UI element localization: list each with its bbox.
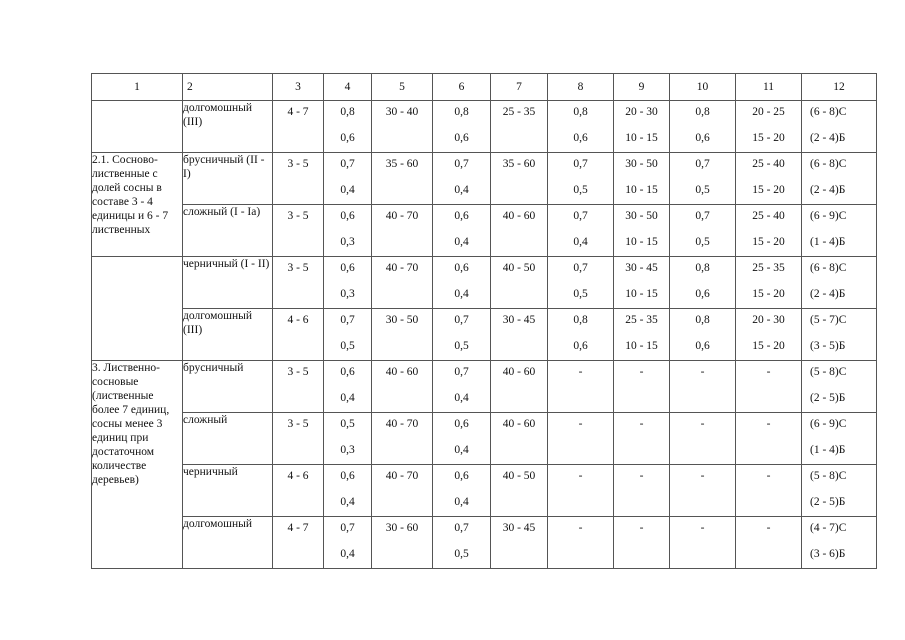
value-cell-col-6 bbox=[433, 361, 491, 413]
lower-value: 0,4 bbox=[454, 288, 469, 300]
header-cell-11: 11 bbox=[736, 74, 802, 101]
upper-value: 0,5 bbox=[340, 418, 355, 430]
table-row bbox=[92, 309, 877, 361]
value-cell-col-11 bbox=[736, 465, 802, 517]
header-cell-1: 1 bbox=[92, 74, 183, 101]
value-cell-col-5 bbox=[372, 413, 433, 465]
value-cell-col-10 bbox=[670, 101, 736, 153]
lower-value: 10 - 15 bbox=[625, 184, 658, 196]
upper-value: - bbox=[578, 366, 583, 378]
lower-value: 0,3 bbox=[340, 236, 355, 248]
upper-value: (6 - 9)С bbox=[810, 418, 847, 430]
upper-value: 4 - 7 bbox=[287, 106, 309, 118]
value-cell-col-6 bbox=[433, 101, 491, 153]
upper-value: - bbox=[578, 418, 583, 430]
upper-value: 25 - 35 bbox=[752, 262, 785, 274]
value-cell-col-8 bbox=[548, 361, 614, 413]
table-row bbox=[92, 413, 877, 465]
lower-value: 0,6 bbox=[340, 132, 355, 144]
value-cell-col-6 bbox=[433, 517, 491, 569]
value-cell-col-7 bbox=[491, 153, 548, 205]
value-cell-col-8 bbox=[548, 257, 614, 309]
lower-value: (1 - 4)Б bbox=[810, 236, 846, 248]
table-row bbox=[92, 153, 877, 205]
value-cell-col-10 bbox=[670, 153, 736, 205]
lower-value: 10 - 15 bbox=[625, 236, 658, 248]
value-cell-col-9 bbox=[614, 205, 670, 257]
site-type-cell: долгомошный bbox=[183, 517, 273, 569]
upper-value: 0,8 bbox=[454, 106, 469, 118]
value-cell-col-12 bbox=[802, 205, 877, 257]
forest-group-cell bbox=[92, 101, 183, 153]
upper-value: - bbox=[766, 418, 771, 430]
lower-value: 0,6 bbox=[573, 132, 588, 144]
upper-value: - bbox=[766, 470, 771, 482]
value-cell-col-10 bbox=[670, 257, 736, 309]
lower-value: (3 - 5)Б bbox=[810, 340, 846, 352]
upper-value: 30 - 45 bbox=[502, 522, 536, 534]
value-cell-col-10 bbox=[670, 413, 736, 465]
lower-value: (2 - 5)Б bbox=[810, 392, 846, 404]
value-cell-col-5 bbox=[372, 101, 433, 153]
value-cell-col-11 bbox=[736, 413, 802, 465]
upper-value: 3 - 5 bbox=[287, 366, 309, 378]
value-cell-col-3 bbox=[273, 153, 324, 205]
lower-value: 0,4 bbox=[340, 548, 355, 560]
value-cell-col-9 bbox=[614, 517, 670, 569]
value-cell-col-7 bbox=[491, 465, 548, 517]
value-cell-col-6 bbox=[433, 153, 491, 205]
value-cell-col-4 bbox=[324, 257, 372, 309]
value-cell-col-8 bbox=[548, 101, 614, 153]
site-type-cell: брусничный bbox=[183, 361, 273, 413]
value-cell-col-6 bbox=[433, 257, 491, 309]
value-cell-col-5 bbox=[372, 309, 433, 361]
upper-value: 0,7 bbox=[340, 158, 355, 170]
value-cell-col-10 bbox=[670, 361, 736, 413]
value-cell-col-3 bbox=[273, 257, 324, 309]
value-cell-col-8 bbox=[548, 465, 614, 517]
upper-value: - bbox=[639, 366, 644, 378]
upper-value: 4 - 6 bbox=[287, 470, 309, 482]
value-cell-col-11 bbox=[736, 361, 802, 413]
upper-value: 20 - 25 bbox=[752, 106, 785, 118]
value-cell-col-7 bbox=[491, 205, 548, 257]
upper-value: 40 - 70 bbox=[385, 210, 419, 222]
upper-value: (5 - 8)С bbox=[810, 366, 847, 378]
value-cell-col-11 bbox=[736, 309, 802, 361]
table-row bbox=[92, 101, 877, 153]
lower-value: 0,4 bbox=[340, 496, 355, 508]
upper-value: 0,6 bbox=[340, 210, 355, 222]
forest-group-cell bbox=[92, 257, 183, 361]
header-row bbox=[92, 74, 877, 101]
lower-value: (2 - 5)Б bbox=[810, 496, 846, 508]
site-type-cell: черничный (I - II) bbox=[183, 257, 273, 309]
upper-value: - bbox=[639, 522, 644, 534]
lower-value: 0,3 bbox=[340, 288, 355, 300]
value-cell-col-12 bbox=[802, 361, 877, 413]
upper-value: (6 - 8)С bbox=[810, 106, 847, 118]
upper-value: 0,8 bbox=[695, 314, 710, 326]
upper-value: 40 - 50 bbox=[502, 262, 536, 274]
site-type-cell: брусничный (II - I) bbox=[183, 153, 273, 205]
upper-value: 0,7 bbox=[340, 522, 355, 534]
upper-value: - bbox=[578, 522, 583, 534]
upper-value: 30 - 50 bbox=[625, 210, 658, 222]
value-cell-col-11 bbox=[736, 517, 802, 569]
value-cell-col-10 bbox=[670, 465, 736, 517]
upper-value: 0,7 bbox=[340, 314, 355, 326]
value-cell-col-7 bbox=[491, 309, 548, 361]
site-type-cell: черничный bbox=[183, 465, 273, 517]
value-cell-col-10 bbox=[670, 205, 736, 257]
upper-value: 0,6 bbox=[340, 366, 355, 378]
value-cell-col-9 bbox=[614, 309, 670, 361]
upper-value: 40 - 60 bbox=[502, 366, 536, 378]
value-cell-col-12 bbox=[802, 153, 877, 205]
value-cell-col-12 bbox=[802, 257, 877, 309]
lower-value: 15 - 20 bbox=[752, 132, 785, 144]
upper-value: 0,7 bbox=[573, 158, 588, 170]
upper-value: 30 - 50 bbox=[385, 314, 419, 326]
lower-value: 0,4 bbox=[454, 236, 469, 248]
upper-value: - bbox=[700, 418, 705, 430]
lower-value: 0,4 bbox=[454, 184, 469, 196]
upper-value: 25 - 35 bbox=[502, 106, 536, 118]
value-cell-col-10 bbox=[670, 309, 736, 361]
value-cell-col-5 bbox=[372, 465, 433, 517]
header-cell-5: 5 bbox=[372, 74, 433, 101]
upper-value: 40 - 70 bbox=[385, 262, 419, 274]
value-cell-col-6 bbox=[433, 205, 491, 257]
value-cell-col-9 bbox=[614, 361, 670, 413]
lower-value: (2 - 4)Б bbox=[810, 288, 846, 300]
upper-value: 40 - 50 bbox=[502, 470, 536, 482]
lower-value: 0,5 bbox=[695, 184, 710, 196]
upper-value: 25 - 40 bbox=[752, 210, 785, 222]
lower-value: 0,6 bbox=[695, 132, 710, 144]
upper-value: 0,8 bbox=[340, 106, 355, 118]
site-type-cell: сложный (I - Ia) bbox=[183, 205, 273, 257]
upper-value: 3 - 5 bbox=[287, 210, 309, 222]
lower-value: 0,6 bbox=[454, 132, 469, 144]
value-cell-col-12 bbox=[802, 309, 877, 361]
upper-value: 0,7 bbox=[454, 158, 469, 170]
value-cell-col-3 bbox=[273, 361, 324, 413]
table-row bbox=[92, 361, 877, 413]
upper-value: 25 - 40 bbox=[752, 158, 785, 170]
upper-value: 30 - 45 bbox=[502, 314, 536, 326]
value-cell-col-4 bbox=[324, 465, 372, 517]
lower-value: 10 - 15 bbox=[625, 132, 658, 144]
upper-value: 3 - 5 bbox=[287, 262, 309, 274]
value-cell-col-9 bbox=[614, 413, 670, 465]
value-cell-col-3 bbox=[273, 465, 324, 517]
lower-value: 10 - 15 bbox=[625, 340, 658, 352]
value-cell-col-5 bbox=[372, 153, 433, 205]
value-cell-col-9 bbox=[614, 465, 670, 517]
value-cell-col-7 bbox=[491, 361, 548, 413]
upper-value: 35 - 60 bbox=[385, 158, 419, 170]
upper-value: 40 - 60 bbox=[502, 210, 536, 222]
lower-value: 0,5 bbox=[454, 340, 469, 352]
value-cell-col-9 bbox=[614, 101, 670, 153]
lower-value: 15 - 20 bbox=[752, 288, 785, 300]
upper-value: 0,7 bbox=[695, 158, 710, 170]
value-cell-col-8 bbox=[548, 413, 614, 465]
lower-value: 0,4 bbox=[454, 444, 469, 456]
value-cell-col-7 bbox=[491, 413, 548, 465]
upper-value: 0,7 bbox=[695, 210, 710, 222]
site-type-cell: долгомошный (III) bbox=[183, 101, 273, 153]
lower-value: 15 - 20 bbox=[752, 340, 785, 352]
value-cell-col-8 bbox=[548, 153, 614, 205]
value-cell-col-5 bbox=[372, 257, 433, 309]
upper-value: - bbox=[700, 522, 705, 534]
header-cell-4: 4 bbox=[324, 74, 372, 101]
upper-value: - bbox=[700, 470, 705, 482]
upper-value: 35 - 60 bbox=[502, 158, 536, 170]
upper-value: (5 - 7)С bbox=[810, 314, 847, 326]
value-cell-col-3 bbox=[273, 413, 324, 465]
upper-value: 20 - 30 bbox=[752, 314, 785, 326]
value-cell-col-11 bbox=[736, 257, 802, 309]
upper-value: 0,6 bbox=[454, 470, 469, 482]
upper-value: - bbox=[639, 470, 644, 482]
table-row bbox=[92, 205, 877, 257]
upper-value: 0,8 bbox=[573, 314, 588, 326]
value-cell-col-8 bbox=[548, 205, 614, 257]
upper-value: - bbox=[766, 522, 771, 534]
value-cell-col-5 bbox=[372, 517, 433, 569]
value-cell-col-9 bbox=[614, 153, 670, 205]
header-cell-8: 8 bbox=[548, 74, 614, 101]
value-cell-col-4 bbox=[324, 361, 372, 413]
site-type-cell: долгомошный (III) bbox=[183, 309, 273, 361]
header-cell-9: 9 bbox=[614, 74, 670, 101]
lower-value: 0,5 bbox=[573, 184, 588, 196]
upper-value: 30 - 45 bbox=[625, 262, 658, 274]
upper-value: 40 - 60 bbox=[502, 418, 536, 430]
upper-value: 0,8 bbox=[695, 262, 710, 274]
table-row bbox=[92, 465, 877, 517]
header-cell-7: 7 bbox=[491, 74, 548, 101]
lower-value: 0,6 bbox=[695, 288, 710, 300]
upper-value: 0,6 bbox=[454, 262, 469, 274]
upper-value: 0,8 bbox=[573, 106, 588, 118]
value-cell-col-4 bbox=[324, 413, 372, 465]
upper-value: - bbox=[639, 418, 644, 430]
upper-value: (6 - 8)С bbox=[810, 158, 847, 170]
lower-value: (2 - 4)Б bbox=[810, 132, 846, 144]
value-cell-col-3 bbox=[273, 101, 324, 153]
upper-value: 0,6 bbox=[340, 262, 355, 274]
table-row bbox=[92, 257, 877, 309]
value-cell-col-5 bbox=[372, 361, 433, 413]
upper-value: - bbox=[766, 366, 771, 378]
lower-value: (2 - 4)Б bbox=[810, 184, 846, 196]
lower-value: 0,4 bbox=[454, 392, 469, 404]
upper-value: 4 - 7 bbox=[287, 522, 309, 534]
upper-value: 0,6 bbox=[340, 470, 355, 482]
upper-value: 0,7 bbox=[573, 262, 588, 274]
upper-value: 0,7 bbox=[573, 210, 588, 222]
lower-value: 0,4 bbox=[340, 392, 355, 404]
upper-value: 0,7 bbox=[454, 366, 469, 378]
lower-value: 10 - 15 bbox=[625, 288, 658, 300]
upper-value: 0,8 bbox=[695, 106, 710, 118]
value-cell-col-4 bbox=[324, 101, 372, 153]
upper-value: 40 - 70 bbox=[385, 470, 419, 482]
upper-value: 4 - 6 bbox=[287, 314, 309, 326]
site-type-cell: сложный bbox=[183, 413, 273, 465]
value-cell-col-3 bbox=[273, 205, 324, 257]
forest-group-cell: 3. Лиственно-сосновые (лиственные более 7 единиц, сосны менее 3 единиц при достаточном количестве деревьев) bbox=[92, 361, 183, 569]
lower-value: 15 - 20 bbox=[752, 236, 785, 248]
upper-value: 0,6 bbox=[454, 210, 469, 222]
value-cell-col-12 bbox=[802, 101, 877, 153]
standards-table bbox=[91, 73, 877, 569]
lower-value: 0,5 bbox=[454, 548, 469, 560]
value-cell-col-7 bbox=[491, 517, 548, 569]
lower-value: 0,5 bbox=[573, 288, 588, 300]
header-cell-2: 2 bbox=[183, 74, 273, 101]
header-cell-12: 12 bbox=[802, 74, 877, 101]
upper-value: - bbox=[700, 366, 705, 378]
value-cell-col-4 bbox=[324, 205, 372, 257]
value-cell-col-12 bbox=[802, 517, 877, 569]
value-cell-col-9 bbox=[614, 257, 670, 309]
value-cell-col-8 bbox=[548, 517, 614, 569]
lower-value: 0,5 bbox=[340, 340, 355, 352]
upper-value: (6 - 8)С bbox=[810, 262, 847, 274]
upper-value: 30 - 50 bbox=[625, 158, 658, 170]
value-cell-col-4 bbox=[324, 309, 372, 361]
value-cell-col-3 bbox=[273, 309, 324, 361]
upper-value: 40 - 60 bbox=[385, 366, 419, 378]
lower-value: (1 - 4)Б bbox=[810, 444, 846, 456]
value-cell-col-6 bbox=[433, 465, 491, 517]
upper-value: 3 - 5 bbox=[287, 158, 309, 170]
value-cell-col-7 bbox=[491, 257, 548, 309]
value-cell-col-6 bbox=[433, 309, 491, 361]
upper-value: 40 - 70 bbox=[385, 418, 419, 430]
lower-value: 0,6 bbox=[695, 340, 710, 352]
value-cell-col-11 bbox=[736, 205, 802, 257]
header-cell-3: 3 bbox=[273, 74, 324, 101]
value-cell-col-10 bbox=[670, 517, 736, 569]
lower-value: 0,4 bbox=[573, 236, 588, 248]
value-cell-col-4 bbox=[324, 517, 372, 569]
upper-value: 25 - 35 bbox=[625, 314, 658, 326]
value-cell-col-3 bbox=[273, 517, 324, 569]
value-cell-col-12 bbox=[802, 465, 877, 517]
lower-value: 0,4 bbox=[340, 184, 355, 196]
upper-value: 30 - 60 bbox=[385, 522, 419, 534]
value-cell-col-6 bbox=[433, 413, 491, 465]
lower-value: 0,5 bbox=[695, 236, 710, 248]
upper-value: (5 - 8)С bbox=[810, 470, 847, 482]
upper-value: 0,6 bbox=[454, 418, 469, 430]
lower-value: 0,4 bbox=[454, 496, 469, 508]
header-cell-10: 10 bbox=[670, 74, 736, 101]
upper-value: 30 - 40 bbox=[385, 106, 419, 118]
header-cell-6: 6 bbox=[433, 74, 491, 101]
upper-value: 0,7 bbox=[454, 522, 469, 534]
value-cell-col-12 bbox=[802, 413, 877, 465]
upper-value: (6 - 9)С bbox=[810, 210, 847, 222]
lower-value: 15 - 20 bbox=[752, 184, 785, 196]
upper-value: 20 - 30 bbox=[625, 106, 658, 118]
upper-value: - bbox=[578, 470, 583, 482]
table-row bbox=[92, 517, 877, 569]
value-cell-col-8 bbox=[548, 309, 614, 361]
lower-value: 0,3 bbox=[340, 444, 355, 456]
lower-value: (3 - 6)Б bbox=[810, 548, 846, 560]
value-cell-col-11 bbox=[736, 101, 802, 153]
value-cell-col-7 bbox=[491, 101, 548, 153]
forest-group-cell: 2.1. Сосново-лиственные с долей сосны в составе 3 - 4 единицы и 6 - 7 лиственных bbox=[92, 153, 183, 257]
upper-value: (4 - 7)С bbox=[810, 522, 847, 534]
value-cell-col-11 bbox=[736, 153, 802, 205]
upper-value: 3 - 5 bbox=[287, 418, 309, 430]
lower-value: 0,6 bbox=[573, 340, 588, 352]
value-cell-col-5 bbox=[372, 205, 433, 257]
value-cell-col-4 bbox=[324, 153, 372, 205]
upper-value: 0,7 bbox=[454, 314, 469, 326]
